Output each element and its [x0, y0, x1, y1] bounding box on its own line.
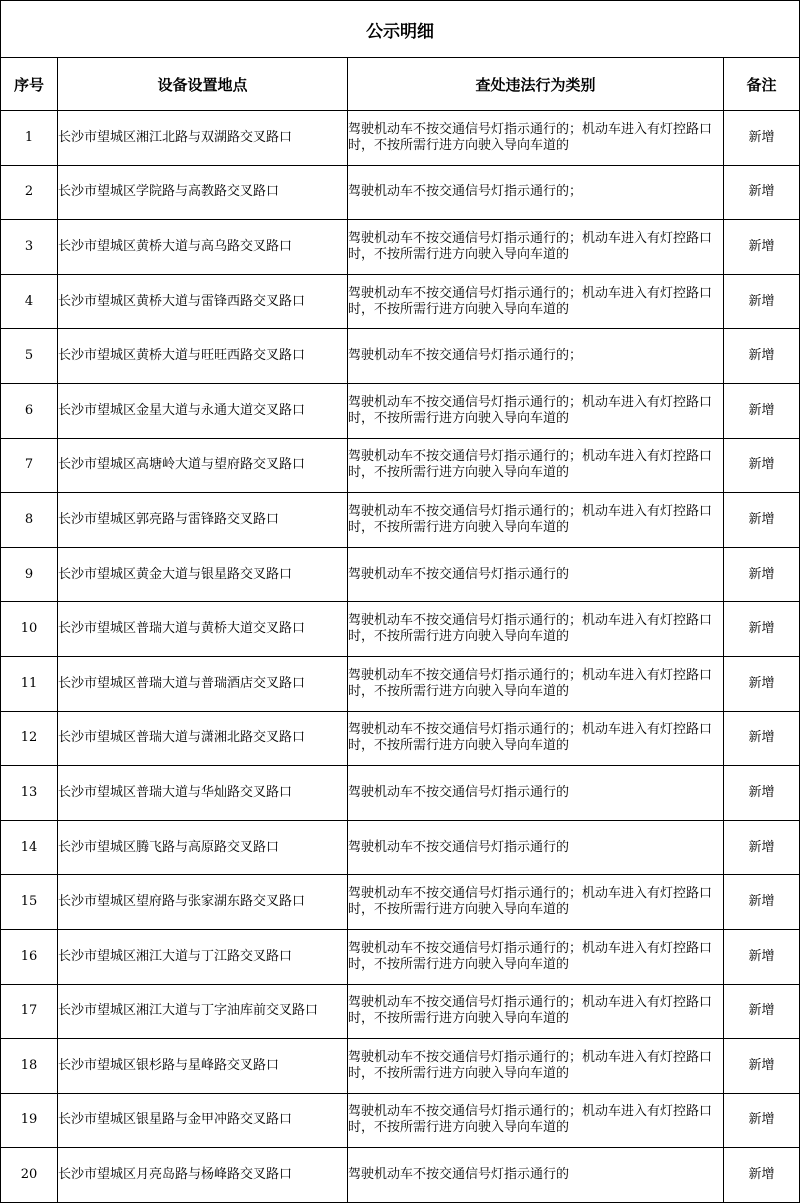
row-violation-type: 驾驶机动车不按交通信号灯指示通行的；机动车进入有灯控路口时，不按所需行进方向驶入导向车道的 [348, 383, 724, 438]
row-location: 长沙市望城区湘江大道与丁江路交叉路口 [58, 929, 348, 984]
table-row [1, 165, 800, 220]
row-location: 长沙市望城区黄桥大道与高乌路交叉路口 [58, 220, 348, 275]
table-row [1, 1148, 800, 1203]
row-location: 长沙市望城区腾飞路与高原路交叉路口 [58, 820, 348, 875]
row-violation-type: 驾驶机动车不按交通信号灯指示通行的；机动车进入有灯控路口时，不按所需行进方向驶入导向车道的 [348, 929, 724, 984]
header-no: 序号 [1, 58, 58, 111]
row-note: 新增 [724, 438, 800, 493]
row-number: 15 [1, 875, 58, 930]
row-note: 新增 [724, 329, 800, 384]
row-number: 20 [1, 1148, 58, 1203]
table-row [1, 274, 800, 329]
row-location: 长沙市望城区银杉路与星峰路交叉路口 [58, 1039, 348, 1094]
row-note: 新增 [724, 656, 800, 711]
row-violation-type: 驾驶机动车不按交通信号灯指示通行的；机动车进入有灯控路口时，不按所需行进方向驶入导向车道的 [348, 1093, 724, 1148]
row-note: 新增 [724, 220, 800, 275]
row-number: 1 [1, 111, 58, 166]
row-note: 新增 [724, 929, 800, 984]
row-location: 长沙市望城区黄金大道与银星路交叉路口 [58, 547, 348, 602]
row-location: 长沙市望城区金星大道与永通大道交叉路口 [58, 383, 348, 438]
row-violation-type: 驾驶机动车不按交通信号灯指示通行的；机动车进入有灯控路口时，不按所需行进方向驶入导向车道的 [348, 274, 724, 329]
row-number: 19 [1, 1093, 58, 1148]
row-location: 长沙市望城区湘江北路与双湖路交叉路口 [58, 111, 348, 166]
row-violation-type: 驾驶机动车不按交通信号灯指示通行的 [348, 820, 724, 875]
row-location: 长沙市望城区月亮岛路与杨峰路交叉路口 [58, 1148, 348, 1203]
row-location: 长沙市望城区黄桥大道与旺旺西路交叉路口 [58, 329, 348, 384]
row-location: 长沙市望城区普瑞大道与潇湘北路交叉路口 [58, 711, 348, 766]
row-note: 新增 [724, 820, 800, 875]
row-number: 7 [1, 438, 58, 493]
row-number: 4 [1, 274, 58, 329]
row-location: 长沙市望城区学院路与高教路交叉路口 [58, 165, 348, 220]
row-number: 17 [1, 984, 58, 1039]
row-note: 新增 [724, 493, 800, 548]
row-violation-type: 驾驶机动车不按交通信号灯指示通行的；机动车进入有灯控路口时，不按所需行进方向驶入导向车道的 [348, 111, 724, 166]
table-row [1, 875, 800, 930]
row-location: 长沙市望城区黄桥大道与雷锋西路交叉路口 [58, 274, 348, 329]
table-row [1, 984, 800, 1039]
row-violation-type: 驾驶机动车不按交通信号灯指示通行的；机动车进入有灯控路口时，不按所需行进方向驶入导向车道的 [348, 1039, 724, 1094]
row-note: 新增 [724, 383, 800, 438]
table-row [1, 383, 800, 438]
row-location: 长沙市望城区银星路与金甲冲路交叉路口 [58, 1093, 348, 1148]
table-row [1, 1093, 800, 1148]
row-number: 16 [1, 929, 58, 984]
row-violation-type: 驾驶机动车不按交通信号灯指示通行的 [348, 547, 724, 602]
row-note: 新增 [724, 766, 800, 821]
row-violation-type: 驾驶机动车不按交通信号灯指示通行的； [348, 329, 724, 384]
header-location: 设备设置地点 [58, 58, 348, 111]
row-location: 长沙市望城区望府路与张家湖东路交叉路口 [58, 875, 348, 930]
row-number: 5 [1, 329, 58, 384]
table-row [1, 438, 800, 493]
row-note: 新增 [724, 984, 800, 1039]
row-violation-type: 驾驶机动车不按交通信号灯指示通行的；机动车进入有灯控路口时，不按所需行进方向驶入导向车道的 [348, 438, 724, 493]
table-row [1, 220, 800, 275]
header-note: 备注 [724, 58, 800, 111]
row-note: 新增 [724, 875, 800, 930]
row-location: 长沙市望城区湘江大道与丁字油库前交叉路口 [58, 984, 348, 1039]
row-violation-type: 驾驶机动车不按交通信号灯指示通行的；机动车进入有灯控路口时，不按所需行进方向驶入导向车道的 [348, 711, 724, 766]
row-location: 长沙市望城区普瑞大道与华灿路交叉路口 [58, 766, 348, 821]
row-location: 长沙市望城区高塘岭大道与望府路交叉路口 [58, 438, 348, 493]
row-number: 12 [1, 711, 58, 766]
row-number: 10 [1, 602, 58, 657]
row-number: 13 [1, 766, 58, 821]
table-row [1, 766, 800, 821]
row-number: 14 [1, 820, 58, 875]
row-number: 8 [1, 493, 58, 548]
row-violation-type: 驾驶机动车不按交通信号灯指示通行的；机动车进入有灯控路口时，不按所需行进方向驶入导向车道的 [348, 493, 724, 548]
row-location: 长沙市望城区普瑞大道与黄桥大道交叉路口 [58, 602, 348, 657]
table-row [1, 493, 800, 548]
table-row [1, 656, 800, 711]
row-note: 新增 [724, 1039, 800, 1094]
row-violation-type: 驾驶机动车不按交通信号灯指示通行的；机动车进入有灯控路口时，不按所需行进方向驶入导向车道的 [348, 220, 724, 275]
table-row [1, 547, 800, 602]
row-note: 新增 [724, 602, 800, 657]
table-row [1, 929, 800, 984]
row-number: 11 [1, 656, 58, 711]
title-row [1, 1, 800, 58]
row-note: 新增 [724, 1148, 800, 1203]
table-row [1, 329, 800, 384]
row-violation-type: 驾驶机动车不按交通信号灯指示通行的；机动车进入有灯控路口时，不按所需行进方向驶入导向车道的 [348, 875, 724, 930]
row-note: 新增 [724, 274, 800, 329]
row-location: 长沙市望城区普瑞大道与普瑞酒店交叉路口 [58, 656, 348, 711]
row-note: 新增 [724, 547, 800, 602]
row-location: 长沙市望城区郭亮路与雷锋路交叉路口 [58, 493, 348, 548]
row-violation-type: 驾驶机动车不按交通信号灯指示通行的；机动车进入有灯控路口时，不按所需行进方向驶入导向车道的 [348, 656, 724, 711]
row-note: 新增 [724, 711, 800, 766]
table-row [1, 1039, 800, 1094]
row-violation-type: 驾驶机动车不按交通信号灯指示通行的； [348, 165, 724, 220]
row-number: 9 [1, 547, 58, 602]
header-row [1, 58, 800, 111]
table-row [1, 820, 800, 875]
row-violation-type: 驾驶机动车不按交通信号灯指示通行的；机动车进入有灯控路口时，不按所需行进方向驶入导向车道的 [348, 984, 724, 1039]
table-row [1, 602, 800, 657]
table-row [1, 711, 800, 766]
row-number: 18 [1, 1039, 58, 1094]
row-note: 新增 [724, 1093, 800, 1148]
row-number: 3 [1, 220, 58, 275]
row-note: 新增 [724, 165, 800, 220]
table-row [1, 111, 800, 166]
row-violation-type: 驾驶机动车不按交通信号灯指示通行的 [348, 1148, 724, 1203]
row-violation-type: 驾驶机动车不按交通信号灯指示通行的；机动车进入有灯控路口时，不按所需行进方向驶入导向车道的 [348, 602, 724, 657]
row-note: 新增 [724, 111, 800, 166]
page-title: 公示明细 [1, 1, 800, 58]
row-number: 6 [1, 383, 58, 438]
row-violation-type: 驾驶机动车不按交通信号灯指示通行的 [348, 766, 724, 821]
header-violation: 查处违法行为类别 [348, 58, 724, 111]
row-number: 2 [1, 165, 58, 220]
